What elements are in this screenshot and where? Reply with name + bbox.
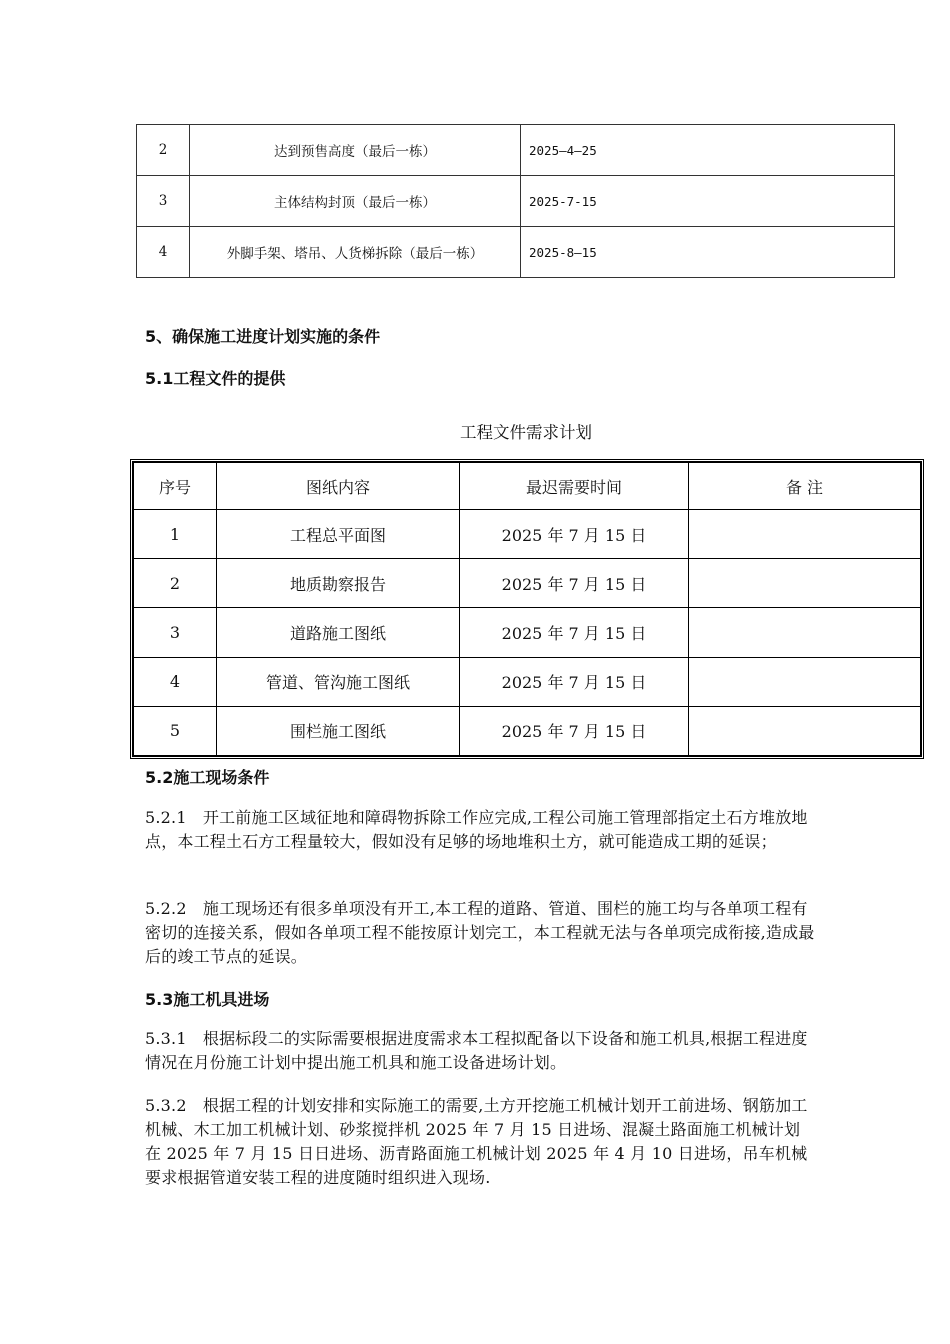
table-row [137,227,895,278]
milestone-date: 2025-8—15 [521,227,895,278]
table-row [137,176,895,227]
table-row [134,510,921,559]
row-number: 2 [137,125,190,176]
milestone-table [136,124,895,278]
milestone-item: 主体结构封顶（最后一栋） [190,176,521,227]
cell-note [689,510,921,559]
section-5-2-heading: 5.2施工现场条件 [145,768,270,787]
paragraph-5-3-1: 5.3.1 根据标段二的实际需要根据进度需求本工程拟配备以下设备和施工机具,根据工程进度情况在月份施工计划中提出施工机具和施工设备进场计划。 [145,1029,808,1072]
cell-content: 围栏施工图纸 [217,706,460,755]
table-row [134,559,921,608]
row-number: 3 [137,176,190,227]
header-time: 最迟需要时间 [460,463,689,510]
cell-content: 管道、管沟施工图纸 [217,657,460,706]
table-caption: 工程文件需求计划 [460,423,592,442]
cell-note [689,608,921,657]
milestone-date: 2025-7-15 [521,176,895,227]
cell-time: 2025 年 7 月 15 日 [460,657,689,706]
table-row [134,608,921,657]
cell-note [689,657,921,706]
section-5-3-heading: 5.3施工机具进场 [145,990,270,1009]
doc-plan-table [133,462,921,756]
cell-note [689,706,921,755]
cell-no: 1 [134,510,217,559]
milestone-item: 达到预售高度（最后一栋） [190,125,521,176]
paragraph-5-2-2: 5.2.2 施工现场还有很多单项没有开工,本工程的道路、管道、围栏的施工均与各单项工程有密切的连接关系，假如各单项工程不能按原计划完工，本工程就无法与各单项完成衔接,造成最后的竣工节点的延误。 [145,899,815,966]
cell-no: 5 [134,706,217,755]
cell-time: 2025 年 7 月 15 日 [460,608,689,657]
header-content: 图纸内容 [217,463,460,510]
table-row [137,125,895,176]
table-row [134,657,921,706]
cell-content: 道路施工图纸 [217,608,460,657]
header-no: 序号 [134,463,217,510]
table-row [134,706,921,755]
section-5-1-heading: 5.1工程文件的提供 [145,369,286,388]
cell-time: 2025 年 7 月 15 日 [460,559,689,608]
milestone-item: 外脚手架、塔吊、人货梯拆除（最后一栋） [190,227,521,278]
milestone-date: 2025—4—25 [521,125,895,176]
cell-no: 4 [134,657,217,706]
cell-no: 3 [134,608,217,657]
paragraph-5-3-2: 5.3.2 根据工程的计划安排和实际施工的需要,土方开挖施工机械计划开工前进场、钢筋加工机械、木工加工机械计划、砂浆搅拌机 2025 年 7 月 15 日进场、混凝土路面施工机械计划在 2025 年 7 月 15 日日进场、沥青路面施工机械计划 2025 年 4 月 10 日进场，吊车机械要求根据管道安装工程的进度随时组织进入现场. [145,1096,808,1187]
doc-plan-table-frame [130,459,924,759]
table-header-row [134,463,921,510]
cell-content: 工程总平面图 [217,510,460,559]
cell-content: 地质勘察报告 [217,559,460,608]
header-note: 备 注 [689,463,921,510]
cell-time: 2025 年 7 月 15 日 [460,706,689,755]
cell-no: 2 [134,559,217,608]
cell-note [689,559,921,608]
cell-time: 2025 年 7 月 15 日 [460,510,689,559]
row-number: 4 [137,227,190,278]
paragraph-5-2-1: 5.2.1 开工前施工区域征地和障碍物拆除工作应完成,工程公司施工管理部指定土石方堆放地点，本工程土石方工程量较大，假如没有足够的场地堆积土方，就可能造成工期的延误； [145,808,808,851]
section-5-heading: 5、确保施工进度计划实施的条件 [145,327,381,346]
